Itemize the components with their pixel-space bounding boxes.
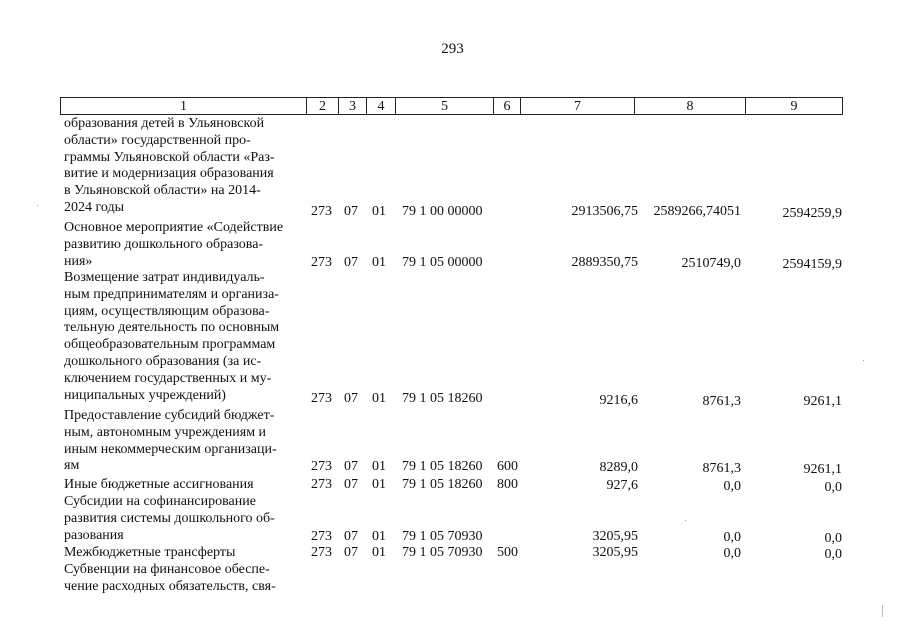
cell-amount-3: 0,0: [824, 531, 842, 546]
cell-razdel: 07: [344, 545, 358, 560]
cell-csr: 79 1 00 00000: [402, 204, 483, 219]
cell-podrazdel: 01: [372, 545, 386, 560]
header-col-1: 1: [61, 98, 307, 114]
row-description: Субвенции на финансовое обеспе- чение расходных обязательств, свя-: [64, 562, 276, 594]
cell-amount-2: 8761,3: [702, 394, 741, 409]
cell-csr: 79 1 05 00000: [402, 255, 483, 270]
cell-amount-3: 2594159,9: [782, 257, 842, 272]
cell-vr: 800: [497, 477, 518, 492]
row-description: Основное мероприятие «Содействие развитию дошкольного образова- ния»: [64, 220, 284, 269]
header-col-9: 9: [790, 99, 798, 114]
cell-glava: 273: [311, 255, 332, 270]
cell-glava: 273: [311, 477, 332, 492]
header-col-2: 2: [307, 98, 339, 114]
cell-amount-3: 0,0: [824, 480, 842, 495]
cell-vr: 500: [497, 545, 518, 560]
row-description: Межбюджетные трансферты: [64, 545, 236, 560]
cell-glava: 273: [311, 529, 332, 544]
header-col-5: 5: [396, 98, 494, 114]
cell-podrazdel: 01: [372, 529, 386, 544]
cell-amount-3: 2594259,9: [782, 206, 842, 221]
cell-amount-1: 927,6: [606, 478, 638, 493]
cell-amount-3: 9261,1: [803, 394, 842, 409]
cell-amount-1: 3205,95: [592, 545, 638, 560]
cell-razdel: 07: [344, 255, 358, 270]
cell-amount-3: 0,0: [824, 547, 842, 562]
row-description: образования детей в Ульяновской области» государственной про- граммы Ульяновской области «Раз- витие и модернизация образования в Ульяновской области» на 2014- 2024 годы: [64, 116, 275, 215]
cell-podrazdel: 01: [372, 204, 386, 219]
header-col-6: 6: [494, 98, 521, 114]
cell-razdel: 07: [344, 477, 358, 492]
page-number: 293: [441, 41, 464, 57]
cell-amount-2: 0,0: [723, 479, 741, 494]
cell-csr: 79 1 05 70930: [402, 545, 483, 560]
cell-glava: 273: [311, 204, 332, 219]
scan-speck: [37, 205, 38, 206]
cell-csr: 79 1 05 18260: [402, 477, 483, 492]
cell-amount-1: 9216,6: [599, 393, 638, 408]
header-col-7: 7: [521, 98, 635, 114]
cell-glava: 273: [311, 459, 332, 474]
row-description: Предоставление субсидий бюджет- ным, автономным учреждениям и иным некоммерческим организаци- ям: [64, 408, 277, 474]
cell-amount-1: 8289,0: [599, 460, 638, 475]
cell-razdel: 07: [344, 459, 358, 474]
header-col-4: 4: [367, 98, 396, 114]
header-col-3: 3: [339, 98, 367, 114]
cell-podrazdel: 01: [372, 459, 386, 474]
cell-vr: 600: [497, 459, 518, 474]
row-description: Возмещение затрат индивидуаль- ным предпринимателям и организа- циям, осуществляющим образова- тельную деятельность по основным общеобразовательным программам дошкольного образования (за ис- ключением государственных и му- ниципальных учреждений): [64, 270, 280, 403]
cell-csr: 79 1 05 18260: [402, 459, 483, 474]
cell-podrazdel: 01: [372, 255, 386, 270]
cell-razdel: 07: [344, 529, 358, 544]
cell-razdel: 07: [344, 204, 358, 219]
cell-amount-2: 8761,3: [702, 461, 741, 476]
cell-amount-2: 2510749,0: [681, 256, 741, 271]
scan-mark: [882, 605, 883, 617]
cell-amount-1: 2889350,75: [571, 255, 638, 270]
scan-speck: [685, 520, 686, 521]
cell-glava: 273: [311, 391, 332, 406]
header-col-8: 8: [635, 98, 746, 114]
cell-podrazdel: 01: [372, 391, 386, 406]
cell-amount-2: 0,0: [723, 530, 741, 545]
scan-speck: [863, 360, 864, 361]
cell-csr: 79 1 05 18260: [402, 391, 483, 406]
cell-razdel: 07: [344, 391, 358, 406]
row-description: Субсидии на софинансирование развития системы дошкольного об- разования: [64, 494, 275, 543]
cell-csr: 79 1 05 70930: [402, 529, 483, 544]
cell-amount-1: 2913506,75: [571, 204, 638, 219]
cell-glava: 273: [311, 545, 332, 560]
cell-podrazdel: 01: [372, 477, 386, 492]
row-description: Иные бюджетные ассигнования: [64, 477, 254, 492]
cell-amount-2: 0,0: [723, 546, 741, 561]
cell-amount-2: 2589266,74051: [653, 204, 741, 219]
cell-amount-3: 9261,1: [803, 462, 842, 477]
cell-amount-1: 3205,95: [592, 529, 638, 544]
